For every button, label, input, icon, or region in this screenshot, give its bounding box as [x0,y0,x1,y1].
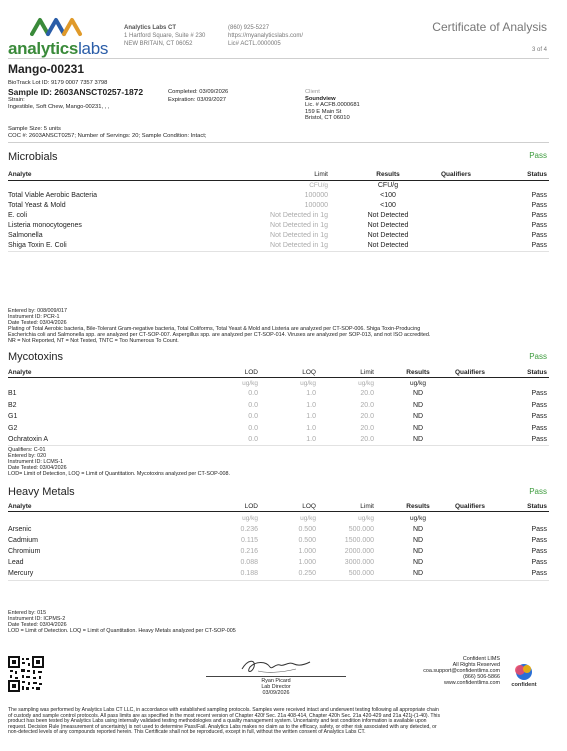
client-block [305,89,360,122]
myco-unit-limit: ug/kg [358,380,374,387]
sample-size: Sample Size: 5 units [8,126,61,132]
myco-unit-loq: ug/kg [300,380,316,387]
logo-word-labs: labs [78,39,109,58]
limit-value: 20.0 [360,436,374,443]
loq-value: 1.0 [306,425,316,432]
client-name: Soundview [305,95,336,102]
myco-col-results: Results [406,369,430,376]
microbials-title: Microbials [8,151,58,163]
client-license: Lic. # ACFB.0000681 [305,102,360,109]
microbials-status-badge: Pass [529,151,547,160]
limit-value: 3000.000 [344,559,374,566]
myco-col-status: Status [527,369,547,376]
metals-date-tested: Date Tested: 03/04/2026 [8,622,67,628]
status-value: Pass [531,413,547,420]
metals-table-end-rule [8,580,549,581]
loq-value: 1.000 [298,559,316,566]
micro-col-qualifiers: Qualifiers [441,171,471,178]
lod-value: 0.216 [240,548,258,555]
analyte-name: Cadmium [8,537,38,544]
lod-value: 0.236 [240,526,258,533]
result-value: ND [412,526,424,533]
limit-value: Not Detected in 1g [270,212,328,219]
analyte-name: Mercury [8,570,34,577]
metals-entered-by: Entered by: 015 [8,610,47,616]
micro-unit-result: CFU/g [377,182,399,189]
result-value: ND [412,570,424,577]
analyte-name: G2 [8,425,18,432]
lod-value: 0.0 [248,436,258,443]
lod-value: 0.0 [248,390,258,397]
analyte-name: B1 [8,390,17,397]
lod-value: 0.115 [241,537,258,544]
analyte-name: Ochratoxin A [8,436,49,443]
micro-col-limit: Limit [314,171,328,178]
page-number: 3 of 4 [531,47,547,53]
loq-value: 1.0 [306,402,316,409]
lab-contact [228,24,303,48]
lod-value: 0.0 [248,425,258,432]
myco-unit-lod: ug/kg [242,380,258,387]
lims-email[interactable]: coa.support@confidentlims.com [423,668,500,674]
myco-unit-result: ug/kg [410,380,426,387]
result-value: ND [412,402,424,409]
loq-value: 0.500 [298,537,316,544]
confident-logo-word: confident [511,682,537,688]
confident-logo [506,662,542,692]
heavy-metals-title: Heavy Metals [8,486,75,498]
loq-value: 1.0 [306,413,316,420]
signer-date: 03/09/2026 [262,690,290,696]
myco-entered-by: Entered by: 020 [8,453,47,459]
limit-value: Not Detected in 1g [270,242,328,249]
limit-value: 500.000 [348,526,374,533]
loq-value: 0.500 [298,526,316,533]
status-value: Pass [531,192,547,199]
limit-value: 2000.000 [344,548,374,555]
metals-col-analyte: Analyte [8,503,32,510]
signature-image [236,655,316,677]
result-value: <100 [380,192,396,199]
metals-col-lod: LOD [244,503,258,510]
loq-value: 0.250 [298,570,316,577]
limit-value: Not Detected in 1g [270,232,328,239]
myco-col-limit: Limit [360,369,374,376]
metals-header-rule [8,511,549,512]
result-value: ND [412,425,424,432]
status-value: Pass [531,436,547,443]
lab-address-2: NEW BRITAIN, CT 06052 [124,41,193,47]
lims-url[interactable]: www.confidentlims.com [443,680,500,686]
signer-block [226,678,326,696]
analyte-name: Listeria monocytogenes [8,222,82,229]
heavy-metals-status-badge: Pass [529,487,547,496]
micro-note-3: NR = Not Reported, NT = Not Tested, TNTC = Too Numerous To Count. [8,338,179,344]
micro-col-status: Status [527,171,547,178]
result-value: ND [412,537,424,544]
analyte-name: Lead [8,559,24,566]
micro-col-results: Results [376,171,400,178]
myco-col-loq: LOQ [302,369,316,376]
analyte-name: B2 [8,402,17,409]
myco-header-rule [8,377,549,378]
analyte-name: E. coli [8,212,28,219]
limit-value: 100000 [304,202,328,209]
client-label: Client [305,89,320,95]
analyte-name: Shiga Toxin E. Coli [8,242,67,249]
result-value: Not Detected [367,212,409,219]
result-value: <100 [380,202,396,209]
client-address-1: 159 E Main St [305,108,342,115]
myco-instrument: Instrument ID: LCMS-1 [8,459,64,465]
biotrack-id: BioTrack Lot ID: 9179 0007 7357 3798 [8,80,108,86]
coc-info: COC #: 2603ANSCT0257; Number of Servings: 20; Sample Condition: Intact; [8,133,207,139]
result-value: ND [412,559,424,566]
myco-date-tested: Date Tested: 03/04/2026 [8,465,67,471]
metals-unit-loq: ug/kg [300,515,316,522]
sample-name: Mango-00231 [8,62,85,76]
disclaimer-line: non-detected levels of any compounds reported herein. This Certificate shall not be reproduced, except in full, without the written consent of Analytics Labs CT. [8,729,366,736]
result-value: Not Detected [367,222,409,229]
disclaimer-line: product has been tested by Analytics Labs using internally validated testing methodologies and a quality management system. Uncertainty and test condition information is available upon [8,718,427,725]
lims-name: Confident LIMS [462,656,500,662]
status-value: Pass [531,232,547,239]
limit-value: 20.0 [360,425,374,432]
result-value: Not Detected [367,242,409,249]
analyte-name: Salmonella [8,232,43,239]
analyte-name: Arsenic [8,526,32,533]
lims-info [360,656,500,686]
result-value: ND [412,436,424,443]
metals-unit-result: ug/kg [410,515,426,522]
micro-instrument: Instrument ID: PCR-1 [8,314,60,320]
logo-mark-icon [30,14,90,38]
disclaimer-line: request. Decision Rule (measurement of uncertainty) is not used to determine Pass/Fail. Analytics Labs makes no claim as to the efficacy, safety, or other risk associated with any detected, or [8,723,437,730]
status-value: Pass [531,548,547,555]
status-value: Pass [531,202,547,209]
status-value: Pass [531,425,547,432]
signer-name: Ryan Picard [261,678,291,684]
micro-table-end-rule [8,251,549,252]
lod-value: 0.188 [240,570,258,577]
analyte-name: Chromium [8,548,41,555]
status-value: Pass [531,559,547,566]
lab-license: Lic# ACTL.0000005 [228,41,281,47]
status-value: Pass [531,537,547,544]
lab-info [124,24,205,48]
result-value: ND [412,390,424,397]
lab-address-1: 1 Hartford Square, Suite # 230 [124,33,206,39]
myco-table-end-rule [8,445,549,446]
status-value: Pass [531,222,547,229]
micro-entered-by: Entered by: 008/009/017 [8,308,68,314]
document-title: Certificate of Analysis [432,20,547,34]
myco-note: LOD= Limit of Detection, LOQ = Limit of Quantitation. Mycotoxins analyzed per CT-SOP-008. [8,471,231,477]
micro-note-2: Escherichia coli and Salmonella spp. are analyzed per CT-SOP-007. Aspergillus spp. are analyzed per CT-SOP-014. Viruses are analyzed per SOP-013, and not ISO accredited. [8,332,431,338]
analyte-name: Total Yeast & Mold [8,202,66,209]
client-address-2: Bristol, CT 06010 [305,115,350,122]
analyte-name: G1 [8,413,18,420]
micro-note-1: Plating of Total Aerobic bacteria, Bile-Tolerant Gram-negative bacteria, Total Coliforms, Total Yeast & Mold and Listeria are analyzed per CT-SOP-006. Shiga Toxin-Producing [8,326,421,332]
limit-value: 20.0 [360,413,374,420]
logo-word-main: analytics [8,39,79,58]
metals-col-status: Status [527,503,547,510]
qr-code[interactable] [8,656,44,692]
metals-unit-limit: ug/kg [358,515,374,522]
myco-col-analyte: Analyte [8,369,32,376]
myco-col-lod: LOD [244,369,258,376]
lod-value: 0.088 [240,559,258,566]
loq-value: 1.0 [306,390,316,397]
signature-line [206,676,346,677]
myco-notes [8,447,548,477]
limit-value: 1500.000 [344,537,374,544]
status-value: Pass [531,526,547,533]
limit-value: Not Detected in 1g [270,222,328,229]
qr-code-icon [8,656,44,692]
micro-date-tested: Date Tested: 03/04/2026 [8,320,67,326]
myco-col-qualifiers: Qualifiers [455,369,485,376]
sample-id: Sample ID: 2603ANSCT0257-1872 [8,87,144,97]
metals-col-results: Results [406,503,430,510]
metals-note: LOD = Limit of Detection. LOQ = Limit of Quantitation. Heavy Metals analyzed per CT-SOP-005 [8,628,236,634]
disclaimer-line: The sampling was performed by Analytics Labs CT LLC, in accordance with established sampling protocols. Samples were received intact and underwent testing following all appropriate chain [8,707,439,713]
disclaimer-line: of custody and sample control protocols. All pass limits are as specified in the most recent version of Chapter 420f Sec. 21a 408-414, Chapter 420h Sec. 21a 420-429 and 21a 421j-(1-40). This [8,712,440,719]
limit-value: 20.0 [360,402,374,409]
micro-notes [8,308,548,344]
lab-url[interactable]: https://myanalyticslabs.com/ [228,33,304,39]
metals-col-qualifiers: Qualifiers [455,503,485,510]
header-divider [8,58,549,59]
signer-title: Lab Director [261,684,291,690]
completed-date: Completed: 03/09/2026 [168,89,229,95]
lod-value: 0.0 [248,402,258,409]
limit-value: 500.000 [348,570,374,577]
micro-header-rule [8,180,549,181]
result-value: ND [412,548,424,555]
sample-matrix: Ingestible, Soft Chew, Mango-00231, , , [8,104,110,110]
result-value: Not Detected [367,232,409,239]
metals-instrument: Instrument ID: ICPMS-2 [8,616,66,622]
result-value: ND [412,413,424,420]
status-value: Pass [531,390,547,397]
status-value: Pass [531,212,547,219]
lab-name: Analytics Labs CT [124,25,177,31]
mycotoxins-title: Mycotoxins [8,351,64,363]
lims-rights: All Rights Reserved [452,662,500,668]
lab-phone: (860) 925-5227 [228,25,270,31]
confident-logo-icon [506,662,542,682]
micro-col-analyte: Analyte [8,171,32,178]
strain-label: Strain: [8,97,25,103]
metals-col-loq: LOQ [302,503,316,510]
lims-phone: (866) 506-5866 [463,674,500,680]
micro-unit-limit: CFU/g [309,182,328,189]
limit-value: 100000 [304,192,328,199]
metals-col-limit: Limit [360,503,374,510]
metals-notes [8,610,548,634]
expiration-date: Expiration: 03/09/2027 [168,97,227,103]
status-value: Pass [531,402,547,409]
status-value: Pass [531,242,547,249]
status-value: Pass [531,570,547,577]
sample-divider [8,142,549,143]
lod-value: 0.0 [248,413,258,420]
analyte-name: Total Viable Aerobic Bacteria [8,192,97,199]
limit-value: 20.0 [360,390,374,397]
loq-value: 1.000 [298,548,316,555]
myco-qualifiers: Qualifiers: C-01 [8,447,46,453]
mycotoxins-status-badge: Pass [529,352,547,361]
disclaimer [8,708,558,736]
company-logo [8,14,113,58]
metals-unit-lod: ug/kg [242,515,258,522]
loq-value: 1.0 [306,436,316,443]
